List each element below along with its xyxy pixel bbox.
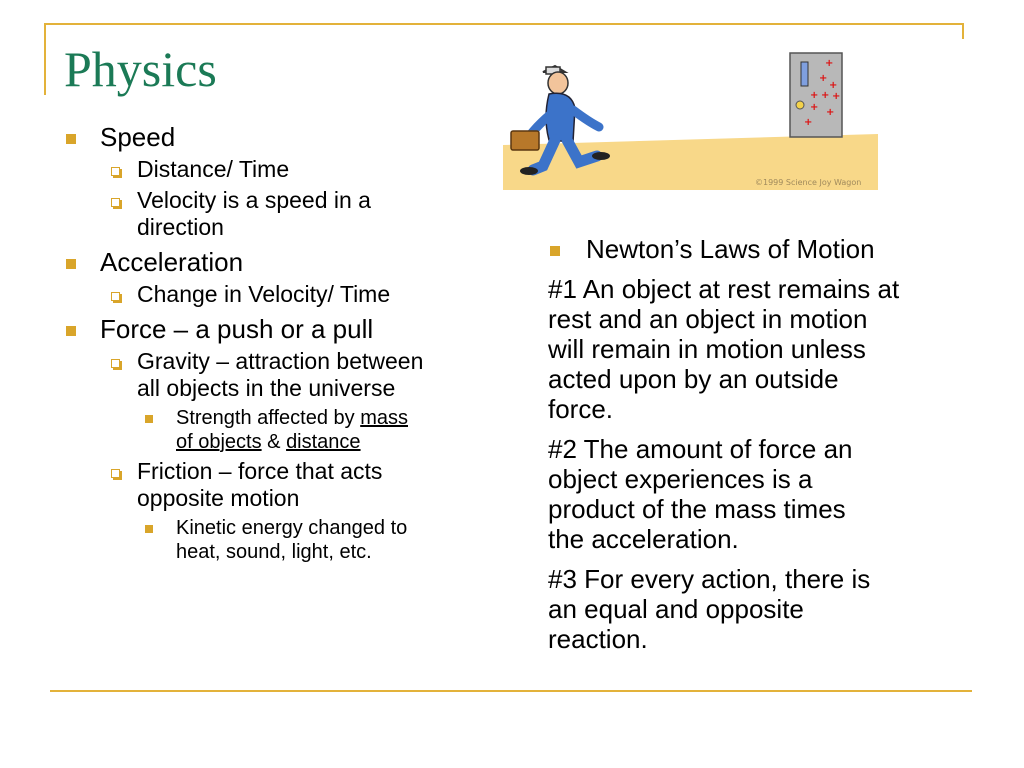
businessman-walking-illustration xyxy=(503,48,878,190)
ampersand-text: & xyxy=(261,431,287,453)
mass-link[interactable]: mass xyxy=(360,407,408,429)
door-window xyxy=(801,62,808,86)
hollow-square-bullet-icon xyxy=(111,469,120,478)
distance-link[interactable]: distance xyxy=(286,431,361,453)
hollow-square-bullet-icon xyxy=(111,359,120,368)
hollow-square-bullet-icon xyxy=(111,292,120,301)
square-bullet-icon xyxy=(66,259,76,269)
sub-bullet-label: Friction – force that acts xyxy=(137,458,383,484)
svg-text:+: + xyxy=(804,117,813,128)
heading-label: Newton’s Laws of Motion xyxy=(586,234,875,264)
svg-text:+: + xyxy=(810,90,819,101)
bullet-speed xyxy=(60,122,500,241)
newtons-laws-section xyxy=(548,234,988,654)
law-1-line: acted upon by an outside xyxy=(548,364,839,394)
svg-text:+: + xyxy=(829,80,838,91)
square-bullet-icon xyxy=(66,134,76,144)
law-3-line: reaction. xyxy=(548,624,648,654)
sub-sub-list xyxy=(137,516,500,564)
sub-bullet-label: Gravity – attraction between xyxy=(137,348,424,374)
hollow-square-bullet-icon xyxy=(111,167,120,176)
newtons-laws-heading xyxy=(548,234,988,264)
small-square-bullet-icon xyxy=(145,525,153,533)
svg-text:+: + xyxy=(826,107,835,118)
svg-text:+: + xyxy=(832,91,841,102)
sub-bullet-distance-time xyxy=(60,156,500,183)
square-bullet-icon xyxy=(550,246,560,256)
frame-right-line xyxy=(962,23,964,39)
sub-bullet-label: Change in Velocity/ Time xyxy=(137,281,391,307)
left-bullet-list xyxy=(60,122,500,564)
law-2-line: the acceleration. xyxy=(548,524,739,554)
law-1-line: force. xyxy=(548,394,614,424)
sub-sub-bullet-label-cont: heat, sound, light, etc. xyxy=(176,541,372,563)
small-square-bullet-icon xyxy=(145,415,153,423)
sub-bullet-velocity xyxy=(60,187,500,241)
sub-sub-bullet-strength xyxy=(60,406,500,454)
bullet-force xyxy=(60,314,500,564)
slide-title: Physics xyxy=(64,41,217,97)
svg-text:+: + xyxy=(821,90,830,101)
frame-left-line xyxy=(44,23,46,95)
sub-sub-bullet-label: Kinetic energy changed to xyxy=(176,517,408,539)
law-3-line: an equal and opposite xyxy=(548,594,804,624)
frame-top-line xyxy=(44,23,964,25)
law-2-line: product of the mass times xyxy=(548,494,846,524)
law-1-line: #1 An object at rest remains at xyxy=(548,274,900,304)
law-1-line: rest and an object in motion xyxy=(548,304,868,334)
sub-bullet-gravity xyxy=(60,348,500,454)
sub-sub-bullet-kinetic-energy xyxy=(60,516,500,564)
bullet-label: Acceleration xyxy=(100,247,244,277)
frame-bottom-line xyxy=(50,690,972,692)
sub-list xyxy=(100,156,500,241)
sub-list xyxy=(100,348,500,564)
sub-list xyxy=(100,281,500,308)
strength-prefix: Strength affected by xyxy=(176,407,361,429)
bullet-label: Speed xyxy=(100,122,176,152)
law-2 xyxy=(548,434,988,554)
copyright-caption: ©1999 Science Joy Wagon xyxy=(755,178,862,187)
sub-bullet-label-cont: direction xyxy=(137,214,224,240)
svg-text:+: + xyxy=(825,58,834,69)
sub-bullet-friction xyxy=(60,458,500,564)
sub-bullet-label-cont: all objects in the universe xyxy=(137,375,396,401)
law-2-line: #2 The amount of force an xyxy=(548,434,853,464)
door-knob xyxy=(796,101,804,109)
law-3-line: #3 For every action, there is xyxy=(548,564,871,594)
svg-text:+: + xyxy=(819,73,828,84)
sub-sub-list xyxy=(137,406,500,454)
law-3 xyxy=(548,564,988,654)
sub-bullet-label: Velocity is a speed in a xyxy=(137,187,371,213)
sub-bullet-label-cont: opposite motion xyxy=(137,485,300,511)
sub-bullet-label: Distance/ Time xyxy=(137,156,290,182)
sub-bullet-change-in-velocity xyxy=(60,281,500,308)
svg-text:+: + xyxy=(810,102,819,113)
square-bullet-icon xyxy=(66,326,76,336)
hollow-square-bullet-icon xyxy=(111,198,120,207)
of-objects-link[interactable]: of objects xyxy=(176,431,262,453)
bullet-label: Force – a push or a pull xyxy=(100,314,374,344)
bullet-acceleration xyxy=(60,247,500,308)
law-1-line: will remain in motion unless xyxy=(548,334,866,364)
law-1 xyxy=(548,274,988,424)
law-2-line: object experiences is a xyxy=(548,464,813,494)
